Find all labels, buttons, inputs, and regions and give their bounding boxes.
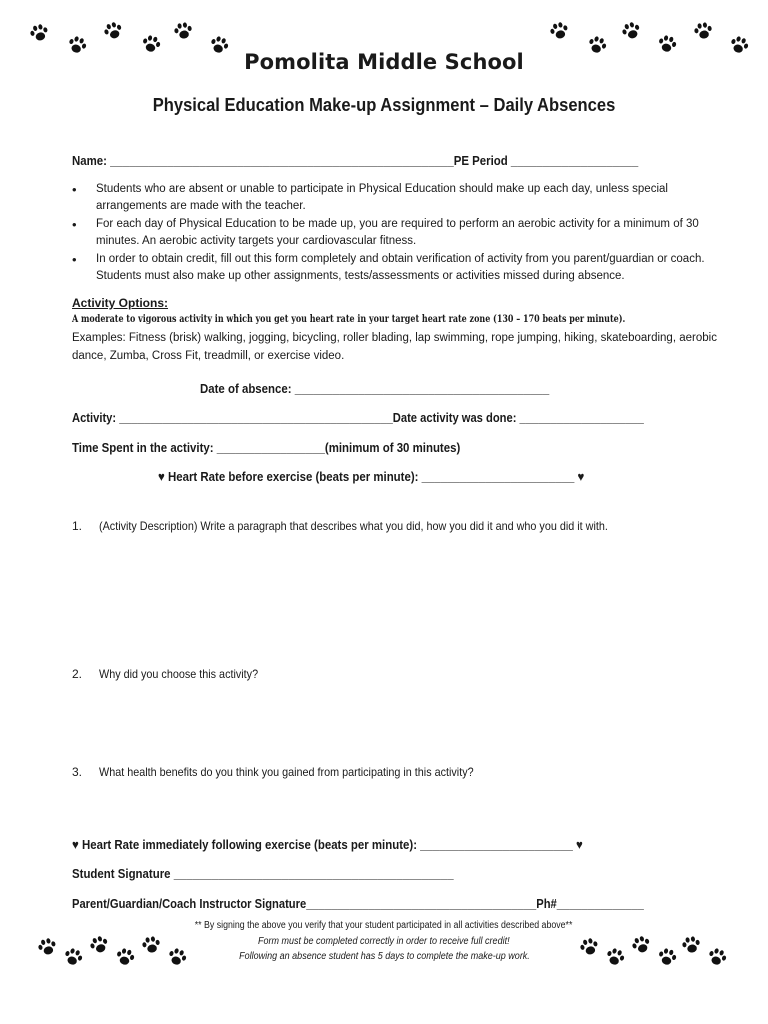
- assignment-title: Physical Education Make-up Assignment – Daily Absences: [152, 95, 616, 115]
- question-2: [72, 667, 276, 681]
- paw-print-icon: [59, 943, 87, 971]
- date-of-absence-field[interactable]: [200, 381, 597, 396]
- date-of-absence-text: Date of absence: ________________________________________: [200, 381, 550, 396]
- activity-options-subheading-text: A moderate to vigorous activity in which you get you heart rate in your target heart rate zone (130 – 170 beats per minute).: [72, 313, 626, 325]
- instructions-list: [72, 181, 712, 286]
- paw-print-icon: [678, 932, 703, 957]
- parent-signature-text: Parent/Guardian/Coach Instructor Signature_____________________________________Ph#______________: [72, 896, 644, 911]
- activity-options-heading: Activity Options:: [72, 296, 169, 310]
- activity-text: Activity: ____________________________________________Date activity was done: ____________________: [72, 410, 644, 425]
- paw-print-icon: [617, 17, 645, 45]
- name-period-text: Name: ______________________________________________________PE Period ____________________: [72, 153, 639, 168]
- instruction-item: • In order to obtain credit, fill out this form completely and obtain verification of activity from you parent/guardian or coach. Students must also make up other assignments, tests/assessments or activities missed during absence.: [72, 251, 712, 285]
- question-text: What health benefits do you think you gained from participating in this activity?: [99, 765, 474, 779]
- question-3: [72, 765, 516, 779]
- question-text: (Activity Description) Write a paragraph that describes what you did, how you did it and who you did it with.: [99, 519, 609, 533]
- paw-print-icon: [546, 18, 573, 45]
- time-spent-text: Time Spent in the activity: _________________(minimum of 30 minutes): [72, 440, 461, 455]
- paw-print-icon: [112, 944, 139, 971]
- question-text: Why did you choose this activity?: [99, 667, 259, 681]
- student-signature-field[interactable]: [72, 866, 506, 881]
- activity-examples: Examples: Fitness (brisk) walking, jogging, bicycling, roller blading, lap swimming, rope jumping, hiking, skateboarding, aerobic dance, Zumba, Cross Fit, treadmill, or exercise video.: [72, 332, 717, 362]
- question-number: 3.: [72, 765, 83, 779]
- verify-note: [0, 920, 768, 931]
- activity-field[interactable]: [72, 410, 737, 425]
- paw-print-icon: [26, 20, 53, 47]
- name-period-field[interactable]: [72, 153, 715, 168]
- question-1: [72, 519, 665, 533]
- heart-rate-after-field[interactable]: [72, 837, 653, 852]
- school-title: Pomolita Middle School: [244, 50, 524, 74]
- paw-print-icon: [703, 943, 731, 971]
- credit-note-text: Form must be completed correctly in order to receive full credit!: [258, 936, 510, 947]
- instruction-item: • Students who are absent or unable to participate in Physical Education should make up each day, unless special arrangements are made with the teacher.: [72, 181, 712, 215]
- heart-rate-before-field[interactable]: [158, 469, 642, 484]
- paw-print-icon: [601, 943, 629, 971]
- heart-rate-after-text: ♥ Heart Rate immediately following exercise (beats per minute): ________________________ ♥: [72, 837, 583, 852]
- paw-print-icon: [170, 18, 195, 43]
- paw-print-icon: [690, 18, 715, 43]
- student-signature-text: Student Signature ____________________________________________: [72, 866, 454, 881]
- activity-options-subheading: [72, 313, 768, 325]
- instruction-item: • For each day of Physical Education to be made up, you are required to perform an aerobic activity for a minimum of 30 minutes. An aerobic activity targets your cardiovascular fitness.: [72, 216, 712, 250]
- time-spent-field[interactable]: [72, 440, 513, 455]
- verify-note-text: ** By signing the above you verify that your student participated in all activities described above**: [195, 920, 573, 931]
- parent-signature-field[interactable]: [72, 896, 737, 911]
- paw-print-icon: [99, 17, 127, 45]
- question-number: 2.: [72, 667, 83, 681]
- paw-print-icon: [163, 943, 191, 971]
- paw-print-icon: [654, 944, 681, 971]
- heart-rate-before-text: ♥ Heart Rate before exercise (beats per minute): ________________________ ♥: [158, 469, 585, 484]
- deadline-note-text: Following an absence student has 5 days to complete the make-up work.: [238, 951, 530, 962]
- question-number: 1.: [72, 519, 83, 533]
- paw-print-icon: [138, 932, 163, 957]
